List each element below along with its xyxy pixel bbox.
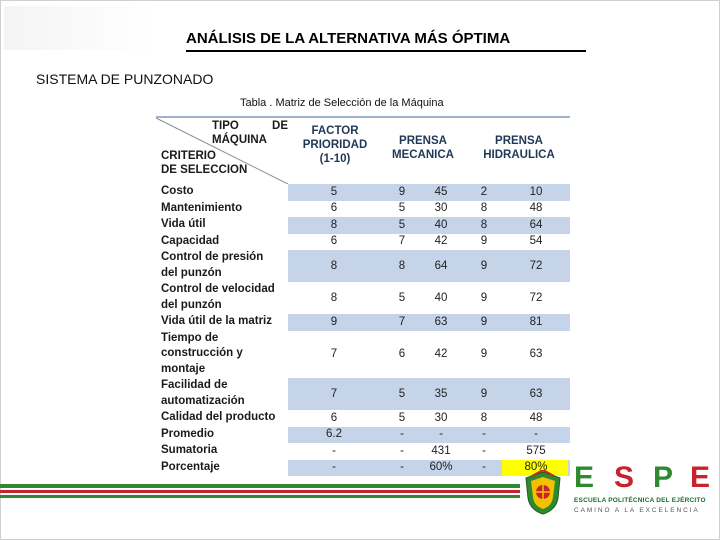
cell-h1: 9: [480, 235, 488, 248]
footer-stripe-green: [0, 484, 520, 488]
selection-matrix-table: [156, 116, 570, 476]
cell-m1: 5: [398, 387, 406, 400]
row-label-line: Promedio: [161, 427, 215, 440]
row-label: [161, 314, 286, 330]
cell-h1: 8: [480, 202, 488, 215]
row-label-line: montaje: [161, 362, 206, 375]
table-row: [156, 427, 570, 444]
row-label-line: Vida útil de la matriz: [161, 315, 272, 327]
logo-letter-p: P: [653, 461, 674, 494]
cell-h2: -: [534, 428, 538, 441]
row-label-line: automatización: [161, 394, 245, 407]
footer-stripe-red: [0, 490, 520, 493]
row-label-line: Costo: [161, 185, 194, 197]
cell-factor: 8: [330, 218, 338, 231]
cell-factor: -: [332, 444, 336, 457]
row-label-line: Control de presión: [161, 251, 264, 263]
logo-subtitle: ESCUELA POLITÉCNICA DEL EJÉRCITO: [574, 497, 706, 504]
cell-h1: -: [482, 461, 486, 474]
header-criterio: [161, 149, 281, 177]
cell-factor: 9: [330, 315, 338, 328]
cell-m2: 42: [434, 235, 448, 248]
cell-m1: 9: [398, 185, 406, 198]
cell-m1: 5: [398, 202, 406, 215]
cell-h1: 9: [480, 259, 488, 272]
row-label: [161, 282, 286, 313]
cell-h2: 63: [529, 387, 543, 400]
cell-m1: -: [400, 444, 404, 457]
cell-factor: 7: [330, 387, 338, 400]
header-tipo: [212, 119, 288, 133]
logo-letter-e1: E: [574, 461, 595, 494]
row-label-line: Capacidad: [161, 234, 220, 247]
cell-m1: -: [400, 461, 404, 474]
row-label: [161, 250, 286, 281]
row-label-line: Porcentaje: [161, 460, 220, 473]
cell-m2: 30: [434, 411, 448, 424]
row-label-line: del punzón: [161, 266, 222, 279]
table-row: [156, 282, 570, 314]
cell-h2: 63: [529, 347, 543, 360]
cell-m2: 40: [434, 218, 448, 231]
header-criterio-line1: CRITERIO: [161, 150, 216, 162]
cell-h2: 64: [529, 218, 543, 231]
header-factor-line2: PRIORIDAD: [302, 139, 368, 151]
cell-m2: 30: [434, 202, 448, 215]
header-prensa-mecanica: [382, 134, 464, 162]
row-label: [161, 410, 286, 426]
table-row: [156, 378, 570, 410]
header-factor-line3: (1-10): [319, 153, 351, 165]
row-label-line: construcción y: [161, 347, 243, 359]
row-label-line: del punzón: [161, 298, 222, 311]
cell-h1: 9: [480, 387, 488, 400]
row-label-line: Calidad del producto: [161, 411, 276, 423]
header-factor: [290, 124, 380, 166]
slide-corner-block: [4, 6, 154, 50]
cell-factor: 8: [330, 291, 338, 304]
cell-h2: 72: [529, 291, 543, 304]
row-label: [161, 427, 286, 443]
logo-letter-s: S: [614, 461, 635, 494]
footer-stripes: [0, 484, 520, 500]
logo-tagline: CAMINO A LA EXCELENCIA: [574, 507, 700, 514]
header-mecanica-line1: PRENSA: [399, 135, 447, 147]
row-label: [161, 217, 286, 233]
cell-m1: 5: [398, 411, 406, 424]
table-row: [156, 443, 570, 460]
header-hidraulica-line2: HIDRAULICA: [483, 149, 555, 161]
cell-factor: 6.2: [326, 428, 342, 441]
cell-h2: 80%: [524, 461, 548, 474]
row-label-line: Control de velocidad: [161, 283, 275, 295]
cell-h2: 48: [529, 411, 543, 424]
cell-m2: 35: [434, 387, 448, 400]
row-label: [161, 460, 286, 476]
row-label: [161, 201, 286, 217]
table-caption: Tabla . Matriz de Selección de la Máquina: [240, 97, 444, 109]
cell-h2: 10: [529, 185, 543, 198]
row-label-line: Tiempo de: [161, 331, 219, 344]
cell-h1: 9: [480, 315, 488, 328]
slide-title: ANÁLISIS DE LA ALTERNATIVA MÁS ÓPTIMA: [186, 29, 586, 52]
header-maquina: MÁQUINA: [212, 134, 267, 146]
row-label: [161, 331, 286, 378]
cell-h1: 8: [480, 411, 488, 424]
cell-m2: 431: [431, 444, 451, 457]
cell-h2: 48: [529, 202, 543, 215]
header-criterio-line2: DE SELECCION: [161, 164, 248, 176]
cell-h1: 2: [480, 185, 488, 198]
cell-factor: 6: [330, 411, 338, 424]
cell-h1: 9: [480, 291, 488, 304]
cell-m1: 7: [398, 235, 406, 248]
cell-m2: -: [439, 428, 443, 441]
cell-m1: -: [400, 428, 404, 441]
cell-h1: 8: [480, 218, 488, 231]
row-label: [161, 184, 286, 200]
espe-emblem-icon: [522, 470, 564, 516]
cell-h2: 81: [529, 315, 543, 328]
row-label-line: Vida útil: [161, 218, 206, 230]
cell-factor: 8: [330, 259, 338, 272]
cell-m2: 45: [434, 185, 448, 198]
cell-m1: 6: [398, 347, 406, 360]
header-prensa-hidraulica: [472, 134, 566, 162]
cell-h1: -: [482, 428, 486, 441]
table-row: [156, 201, 570, 218]
cell-m1: 5: [398, 218, 406, 231]
header-factor-line1: FACTOR: [311, 125, 359, 137]
footer-stripe-green-lower: [0, 495, 520, 498]
header-de-word: DE: [272, 120, 288, 132]
cell-factor: 5: [330, 185, 338, 198]
row-label: [161, 443, 286, 459]
cell-h1: -: [482, 444, 486, 457]
cell-m2: 60%: [429, 461, 453, 474]
cell-m2: 64: [434, 259, 448, 272]
header-tipo-word: TIPO: [212, 120, 239, 132]
cell-m1: 7: [398, 315, 406, 328]
header-mecanica-line2: MECANICA: [392, 149, 454, 161]
cell-h2: 54: [529, 235, 543, 248]
table-row: [156, 217, 570, 234]
table-row: [156, 460, 570, 477]
cell-m1: 8: [398, 259, 406, 272]
cell-m1: 5: [398, 291, 406, 304]
row-label-line: Sumatoria: [161, 444, 218, 456]
row-label: [161, 378, 286, 409]
row-label-line: Mantenimiento: [161, 201, 243, 214]
cell-m2: 40: [434, 291, 448, 304]
table-row: [156, 314, 570, 331]
espe-wordmark: [574, 463, 714, 493]
table-row: [156, 331, 570, 379]
cell-factor: 7: [330, 347, 338, 360]
row-label: [161, 234, 286, 250]
cell-factor: 6: [330, 235, 338, 248]
cell-h1: 9: [480, 347, 488, 360]
row-label-line: Facilidad de: [161, 379, 228, 391]
cell-h2: 575: [526, 444, 546, 457]
cell-m2: 42: [434, 347, 448, 360]
section-title: SISTEMA DE PUNZONADO: [36, 71, 214, 87]
cell-factor: 6: [330, 202, 338, 215]
header-hidraulica-line1: PRENSA: [495, 135, 543, 147]
cell-m2: 63: [434, 315, 448, 328]
table-row: [156, 250, 570, 282]
cell-factor: -: [332, 461, 336, 474]
logo-letter-e2: E: [690, 461, 711, 494]
table-row: [156, 234, 570, 251]
table-row: [156, 410, 570, 427]
cell-h2: 72: [529, 259, 543, 272]
table-row: [156, 184, 570, 201]
